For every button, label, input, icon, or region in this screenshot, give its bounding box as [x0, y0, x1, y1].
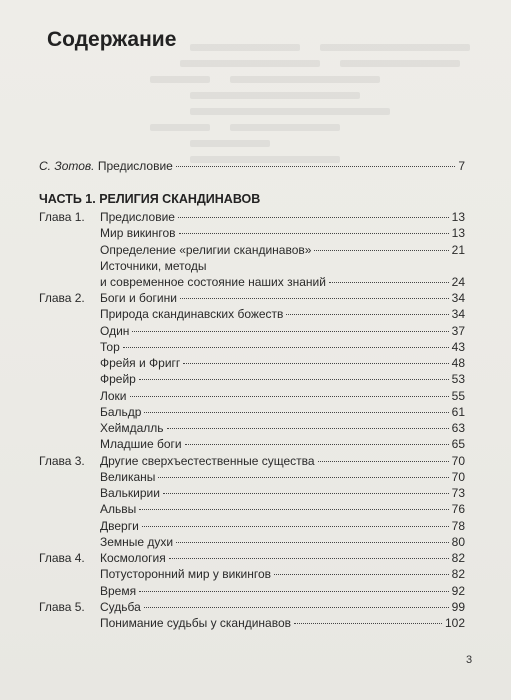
entry-title: и современное состояние наших знаний [100, 275, 326, 289]
page-number: 3 [466, 654, 473, 666]
dot-leader [163, 493, 449, 494]
chapter-label: Глава 3. [39, 453, 85, 468]
toc-entry [39, 421, 465, 435]
entry-page: 76 [451, 502, 465, 517]
entry-page: 65 [451, 437, 465, 452]
dot-leader [130, 396, 449, 397]
dot-leader [294, 623, 442, 624]
entry-page: 13 [451, 226, 465, 241]
entry-page: 34 [451, 291, 465, 306]
dot-leader [144, 607, 449, 608]
toc-entry [39, 584, 465, 598]
entry-title: Один [100, 323, 130, 338]
entry-title: Фрейя и Фригг [100, 356, 181, 371]
entry-page: 73 [451, 486, 465, 501]
entry-title: Фрейр [100, 372, 136, 387]
entry-page: 63 [451, 421, 465, 436]
entry-title: Тор [100, 339, 120, 354]
dot-leader [123, 347, 449, 348]
dot-leader [314, 250, 448, 251]
entry-page: 34 [451, 307, 465, 322]
entry-page: 70 [451, 469, 465, 484]
entry-page: 78 [451, 518, 465, 533]
dot-leader [132, 331, 448, 332]
entry-title: Земные духи [100, 534, 174, 549]
toc-entry [39, 226, 465, 240]
dot-leader [139, 379, 449, 380]
entry-page: 61 [451, 404, 465, 419]
entry-page: 102 [444, 616, 465, 630]
toc-entry [39, 600, 465, 614]
entry-page: 13 [451, 210, 465, 224]
chapter-label: Глава 4. [39, 551, 85, 565]
entry-title: Судьба [100, 599, 141, 614]
dot-leader [180, 298, 449, 299]
entry-title: Дверги [100, 518, 139, 533]
toc-entry [39, 340, 465, 354]
page-title: Содержание [47, 28, 177, 51]
toc-entry [39, 210, 465, 224]
toc-entry [39, 470, 465, 484]
toc-entry [39, 389, 465, 403]
entry-title: Источники, методы [100, 258, 207, 273]
dot-leader [139, 591, 449, 592]
entry-title: Младшие боги [100, 437, 182, 452]
dot-leader [179, 233, 449, 234]
entry-page: 99 [451, 599, 465, 614]
dot-leader [185, 444, 449, 445]
dot-leader [139, 509, 448, 510]
toc-entry [39, 307, 465, 321]
entry-page: 82 [451, 567, 465, 582]
toc-entry [39, 291, 465, 305]
dot-leader [318, 461, 449, 462]
toc-entry [39, 437, 465, 451]
preface-title: Предисловие [97, 159, 173, 173]
entry-page: 24 [451, 275, 465, 289]
entry-title: Время [100, 583, 137, 598]
entry-page: 21 [451, 242, 465, 257]
toc-entry [39, 243, 465, 257]
entry-page: 80 [451, 534, 465, 549]
preface-author: С. Зотов. [39, 159, 95, 173]
entry-page: 82 [451, 551, 465, 565]
dot-leader [178, 217, 449, 218]
entry-page: 70 [451, 453, 465, 468]
entry-title: Бальдр [100, 404, 142, 419]
dot-leader [144, 412, 448, 413]
entry-title: Потусторонний мир у викингов [100, 567, 272, 582]
entry-title: Предисловие [100, 210, 175, 224]
entry-title: Хеймдалль [100, 421, 164, 436]
toc-entry [39, 535, 465, 549]
entry-title: Валькирии [100, 486, 160, 501]
entry-title: Природа скандинавских божеств [100, 307, 284, 322]
entry-title: Понимание судьбы у скандинавов [100, 616, 292, 630]
entry-page: 92 [451, 583, 465, 598]
entry-title: Другие сверхъестественные существа [100, 453, 315, 468]
entry-title: Космология [100, 551, 166, 565]
dot-leader [329, 282, 449, 283]
toc-entry [39, 519, 465, 533]
dot-leader [142, 526, 449, 527]
toc-entry [39, 324, 465, 338]
preface-page: 7 [458, 159, 465, 173]
dot-leader [274, 574, 449, 575]
toc-entry [39, 567, 465, 581]
dot-leader [169, 558, 449, 559]
entry-page: 43 [451, 339, 465, 354]
toc-entry [39, 616, 465, 630]
chapter-label: Глава 2. [39, 291, 85, 306]
chapter-label: Глава 5. [39, 599, 85, 614]
entry-page: 37 [451, 323, 465, 338]
dot-leader [167, 428, 449, 429]
entry-title: Альвы [100, 502, 137, 517]
toc-entry [39, 372, 465, 386]
entry-title: Мир викингов [100, 226, 176, 241]
toc-entry [39, 551, 465, 565]
toc-entry [39, 486, 465, 500]
entry-page: 55 [451, 388, 465, 403]
entry-title: Боги и богини [100, 291, 177, 306]
toc-entry [39, 259, 465, 273]
toc-entry [39, 502, 465, 516]
chapter-label: Глава 1. [39, 210, 85, 224]
entry-title: Локи [100, 388, 127, 403]
dot-leader [158, 477, 448, 478]
toc-entry [39, 275, 465, 289]
entry-page: 53 [451, 372, 465, 387]
part-heading: ЧАСТЬ 1. РЕЛИГИЯ СКАНДИНАВОВ [39, 192, 261, 206]
toc-entry [39, 454, 465, 468]
dot-leader [183, 363, 448, 364]
entry-title: Великаны [100, 469, 156, 484]
entry-page: 48 [451, 356, 465, 371]
toc-entry [39, 405, 465, 419]
dot-leader [286, 314, 448, 315]
dot-leader [176, 542, 449, 543]
toc-entry [39, 356, 465, 370]
entry-title: Определение «религии скандинавов» [100, 242, 312, 257]
